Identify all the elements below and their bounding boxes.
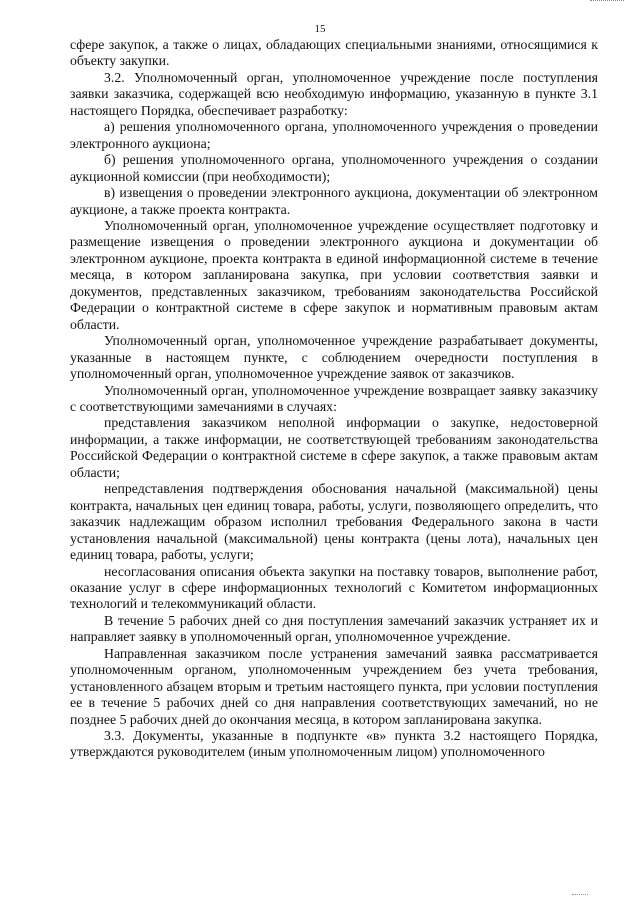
list-item-incomplete-info: представления заказчиком неполной информации о закупке, недостоверной информации, а также информации, не соответствующей требованиям законодательства Российской Федерации о контрактной системе в сфере закупок, а также правовым актам области; [70, 415, 598, 480]
paragraph-resubmission: Направленная заказчиком после устранения замечаний заявка рассматривается уполномоченным органом, уполномоченным учреждением без учета требования, установленного абзацем вторым и третьим настоящего пункта, при условии поступления ее в течение 5 рабочих дней со дня направления соответствующих замечаний, но не позднее 5 рабочих дней до окончания месяца, в котором запланирована закупка. [70, 645, 598, 727]
scan-corner-mark [590, 0, 624, 5]
paragraph-deadline: В течение 5 рабочих дней со дня поступления замечаний заказчик устраняет их и направляет заявку в уполномоченный орган, уполномоченное учреждение. [70, 612, 598, 645]
list-item-b: б) решения уполномоченного органа, уполномоченного учреждения о создании аукционной комиссии (при необходимости); [70, 152, 598, 184]
paragraph-continuation: сфере закупок, а также о лицах, обладающих специальными знаниями, относящимися к объекту закупки. [70, 37, 598, 69]
paragraph-3-2: 3.2. Уполномоченный орган, уполномоченное учреждение после поступления заявки заказчика, содержащей всю необходимую информацию, указанную в пункте 3.1 настоящего Порядка, обеспечивает разработку: [70, 69, 598, 118]
page-number: 15 [314, 23, 326, 35]
list-item-a: а) решения уполномоченного органа, уполномоченного учреждения о проведении электронного аукциона; [70, 119, 598, 151]
paragraph-placement: Уполномоченный орган, уполномоченное учреждение осуществляет подготовку и размещение извещения о проведении электронного аукциона и документации об электронном аукционе, проекта контракта в единой информационной системе в течение месяца, в котором запланирована закупка, при условии соответствия заявки и документов, представленных заказчиком, требованиям законодательства Российской Федерации о контрактной системе в сфере закупок и нормативным правовым актам области. [70, 217, 598, 332]
paragraph-3-3: 3.3. Документы, указанные в подпункте «в» пункта 3.2 настоящего Порядка, утверждаются руководителем (иным уполномоченным лицом) уполномоченного [70, 728, 598, 760]
list-item-it-approval: несогласования описания объекта закупки на поставку товаров, выполнение работ, оказание услуг в сфере информационных технологий с Комитетом информационных технологий и телекоммуникаций области. [70, 563, 598, 612]
paragraph-order: Уполномоченный орган, уполномоченное учреждение разрабатывает документы, указанные в настоящем пункте, с соблюдением очередности поступления в уполномоченный орган, уполномоченное учреждение заявок от заказчиков. [70, 333, 598, 382]
list-item-price-justification: непредставления подтверждения обоснования начальной (максимальной) цены контракта, начальных цен единиц товара, работы, услуги, позволяющего определить, что заказчик надлежащим образом исполнил требования Федерального закона в части установления начальной (максимальной) цены контракта (цены лота), начальных цен единиц товара, работы, услуги; [70, 481, 598, 563]
scan-bottom-mark [572, 894, 588, 897]
list-item-v: в) извещения о проведении электронного аукциона, документации об электронном аукционе, а также проекта контракта. [70, 185, 598, 217]
paragraph-return: Уполномоченный орган, уполномоченное учреждение возвращает заявку заказчику с соответствующими замечаниями в случаях: [70, 382, 598, 414]
document-body [70, 37, 598, 761]
